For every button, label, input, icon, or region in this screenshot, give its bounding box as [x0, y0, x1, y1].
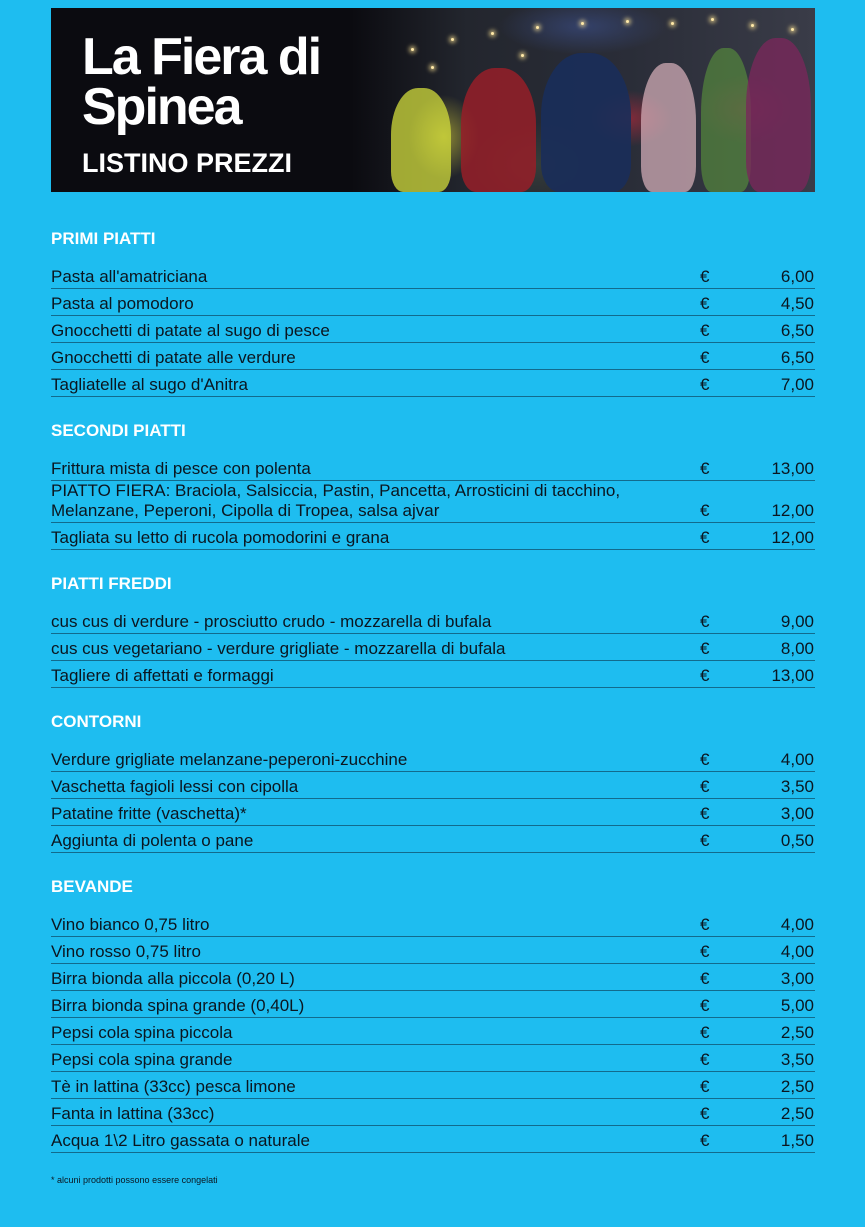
item-price: 4,00: [780, 915, 814, 934]
item-price: 12,00: [771, 528, 814, 547]
section-title: SECONDI PIATTI: [51, 421, 186, 440]
currency-symbol: €: [700, 804, 710, 823]
currency-symbol: €: [700, 969, 710, 988]
section-title: CONTORNI: [51, 712, 142, 731]
menu-item: [51, 262, 815, 289]
menu-section: [51, 418, 815, 550]
currency-symbol: €: [700, 375, 710, 394]
currency-symbol: €: [700, 528, 710, 547]
item-name: Pepsi cola spina piccola: [51, 1023, 233, 1042]
item-name: Birra bionda alla piccola (0,20 L): [51, 969, 295, 988]
currency-symbol: €: [700, 321, 710, 340]
menu-section: [51, 571, 815, 688]
menu-item: [51, 772, 815, 799]
section-title: BEVANDE: [51, 877, 133, 896]
menu-item: [51, 289, 815, 316]
currency-symbol: €: [700, 501, 710, 520]
item-name: Pasta all'amatriciana: [51, 267, 208, 286]
currency-symbol: €: [700, 1077, 710, 1096]
menu-item: [51, 523, 815, 550]
menu-section: [51, 709, 815, 853]
currency-symbol: €: [700, 777, 710, 796]
menu-item: [51, 316, 815, 343]
section-title: PIATTI FREDDI: [51, 574, 172, 593]
menu-item: [51, 370, 815, 397]
item-price: 3,00: [780, 969, 814, 988]
menu-item: [51, 937, 815, 964]
currency-symbol: €: [700, 666, 710, 685]
menu-item: [51, 826, 815, 853]
item-price: 3,50: [780, 1050, 814, 1069]
item-name: Patatine fritte (vaschetta)*: [51, 804, 247, 823]
item-name: Gnocchetti di patate al sugo di pesce: [51, 321, 330, 340]
item-price: 12,00: [771, 501, 814, 520]
menu-item: [51, 607, 815, 634]
menu-item: [51, 1099, 815, 1126]
menu-section: [51, 226, 815, 397]
price-list: [51, 226, 815, 1174]
item-name: Tagliere di affettati e formaggi: [51, 666, 274, 685]
item-name: Pasta al pomodoro: [51, 294, 194, 313]
menu-item: [51, 1072, 815, 1099]
item-price: 0,50: [780, 831, 814, 850]
item-name: Fanta in lattina (33cc): [51, 1104, 215, 1123]
currency-symbol: €: [700, 750, 710, 769]
item-price: 2,50: [780, 1104, 814, 1123]
item-price: 3,50: [780, 777, 814, 796]
menu-item: [51, 1018, 815, 1045]
item-name: Pepsi cola spina grande: [51, 1050, 233, 1069]
currency-symbol: €: [700, 1023, 710, 1042]
item-price: 4,50: [780, 294, 814, 313]
price-list-subtitle: LISTINO PREZZI: [82, 148, 293, 178]
currency-symbol: €: [700, 459, 710, 478]
currency-symbol: €: [700, 915, 710, 934]
menu-item: [51, 745, 815, 772]
currency-symbol: €: [700, 1050, 710, 1069]
item-price: 2,50: [780, 1023, 814, 1042]
header-banner: [51, 8, 815, 192]
menu-item: [51, 634, 815, 661]
item-price: 2,50: [780, 1077, 814, 1096]
item-price: 7,00: [780, 375, 814, 394]
item-name: Tagliata su letto di rucola pomodorini e grana: [51, 528, 390, 547]
currency-symbol: €: [700, 267, 710, 286]
menu-item: [51, 1045, 815, 1072]
currency-symbol: €: [700, 831, 710, 850]
item-name: Acqua 1\2 Litro gassata o naturale: [51, 1131, 310, 1150]
item-name: Gnocchetti di patate alle verdure: [51, 348, 296, 367]
item-price: 6,00: [780, 267, 814, 286]
item-price: 13,00: [771, 459, 814, 478]
item-price: 1,50: [780, 1131, 814, 1150]
item-name: Vaschetta fagioli lessi con cipolla: [51, 777, 299, 796]
currency-symbol: €: [700, 348, 710, 367]
item-name: Vino bianco 0,75 litro: [51, 915, 210, 934]
currency-symbol: €: [700, 612, 710, 631]
item-price: 13,00: [771, 666, 814, 685]
item-name: Frittura mista di pesce con polenta: [51, 459, 311, 478]
item-name: cus cus vegetariano - verdure grigliate - mozzarella di bufala: [51, 639, 506, 658]
menu-item: [51, 661, 815, 688]
item-price: 4,00: [780, 942, 814, 961]
item-name: PIATTO FIERA: Braciola, Salsiccia, Pastin, Pancetta, Arrosticini di tacchino, Melanzane, Peperoni, Cipolla di Tropea, salsa ajvar: [51, 481, 621, 520]
item-name: Tagliatelle al sugo d'Anitra: [51, 375, 248, 394]
item-price: 9,00: [780, 612, 814, 631]
menu-item: [51, 799, 815, 826]
currency-symbol: €: [700, 639, 710, 658]
item-price: 6,50: [780, 321, 814, 340]
menu-item: [51, 991, 815, 1018]
item-name: Tè in lattina (33cc) pesca limone: [51, 1077, 296, 1096]
item-price: 6,50: [780, 348, 814, 367]
item-name: Vino rosso 0,75 litro: [51, 942, 201, 961]
menu-item: [51, 1126, 815, 1153]
menu-item: [51, 481, 815, 523]
dancers-photo: [351, 8, 815, 192]
menu-item: [51, 964, 815, 991]
currency-symbol: €: [700, 294, 710, 313]
item-price: 4,00: [780, 750, 814, 769]
event-title: La Fiera di Spinea: [82, 28, 321, 136]
menu-section: [51, 874, 815, 1153]
item-name: Verdure grigliate melanzane-peperoni-zucchine: [51, 750, 408, 769]
menu-item: [51, 454, 815, 481]
item-price: 3,00: [780, 804, 814, 823]
menu-item: [51, 343, 815, 370]
currency-symbol: €: [700, 1104, 710, 1123]
item-name: Birra bionda spina grande (0,40L): [51, 996, 305, 1015]
item-name: Aggiunta di polenta o pane: [51, 831, 254, 850]
footnote: * alcuni prodotti possono essere congelati: [51, 1175, 218, 1185]
currency-symbol: €: [700, 1131, 710, 1150]
section-title: PRIMI PIATTI: [51, 229, 156, 248]
item-price: 8,00: [780, 639, 814, 658]
currency-symbol: €: [700, 996, 710, 1015]
item-price: 5,00: [780, 996, 814, 1015]
item-name: cus cus di verdure - prosciutto crudo - mozzarella di bufala: [51, 612, 492, 631]
currency-symbol: €: [700, 942, 710, 961]
menu-item: [51, 910, 815, 937]
